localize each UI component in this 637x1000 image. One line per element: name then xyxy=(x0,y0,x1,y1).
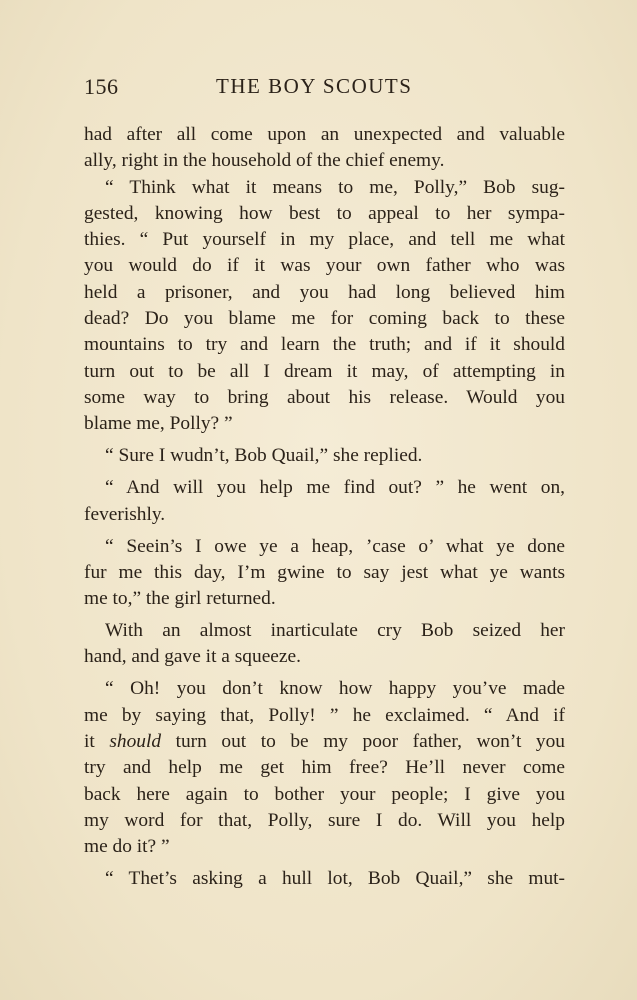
text-line: fur me this day, I’m gwine to say jest what ye wants xyxy=(84,561,565,583)
text-line: blame me, Polly? ” xyxy=(84,413,233,435)
text-line: turn out to be all I dream it may, of attempting in xyxy=(84,360,565,382)
text-line: “ Oh! you don’t know how happy you’ve made xyxy=(105,678,565,700)
body-text xyxy=(84,122,565,892)
text-line: you would do if it was your own father who was xyxy=(84,255,565,277)
text-line: “ Thet’s asking a hull lot, Bob Quail,” she mut- xyxy=(105,868,565,890)
page-header xyxy=(84,74,565,104)
paragraph xyxy=(84,534,565,613)
text-line: my word for that, Polly, sure I do. Will you help xyxy=(84,809,565,831)
text-line: back here again to bother your people; I give you xyxy=(84,783,565,805)
text-line: me to,” the girl returned. xyxy=(84,588,276,610)
text-line: gested, knowing how best to appeal to her sympa- xyxy=(84,202,565,224)
text-line: had after all come upon an unexpected and valuable xyxy=(84,124,565,145)
paragraph xyxy=(84,122,565,175)
text-line: me by saying that, Polly! ” he exclaimed. “ And if xyxy=(84,704,565,726)
paragraph xyxy=(84,866,565,892)
paragraph xyxy=(84,475,565,528)
emphasized-word: should xyxy=(109,730,162,752)
text-line: “ Think what it means to me, Polly,” Bob sug- xyxy=(105,176,565,198)
paragraph xyxy=(84,443,565,469)
text-line: “ Seein’s I owe ye a heap, ’case o’ what ye done xyxy=(105,535,565,557)
text-line: hand, and gave it a squeeze. xyxy=(84,646,301,668)
text-line: ally, right in the household of the chief enemy. xyxy=(84,150,445,172)
text-line: “ Sure I wudn’t, Bob Quail,” she replied. xyxy=(105,445,423,467)
text-line: dead? Do you blame me for coming back to these xyxy=(84,308,565,330)
paragraph xyxy=(84,676,565,860)
text-line: held a prisoner, and you had long believed him xyxy=(84,281,565,303)
text-line: feverishly. xyxy=(84,503,166,525)
text-line: mountains to try and learn the truth; and if it should xyxy=(84,334,565,356)
text-segment: it xyxy=(84,730,110,752)
text-line: some way to bring about his release. Would you xyxy=(84,386,565,408)
text-line: me do it? ” xyxy=(84,836,170,858)
text-segment: turn out to be my poor father, won’t you xyxy=(161,730,565,752)
page-number: 156 xyxy=(84,74,119,99)
paragraph xyxy=(84,175,565,438)
running-head: THE BOY SCOUTS xyxy=(216,74,413,98)
text-line: try and help me get him free? He’ll never come xyxy=(84,757,565,779)
text-line: thies. “ Put yourself in my place, and tell me what xyxy=(84,229,565,251)
text-line: With an almost inarticulate cry Bob seized her xyxy=(105,620,565,642)
text-line: “ And will you help me find out? ” he went on, xyxy=(105,477,565,499)
paragraph xyxy=(84,618,565,671)
text-line xyxy=(84,729,565,755)
